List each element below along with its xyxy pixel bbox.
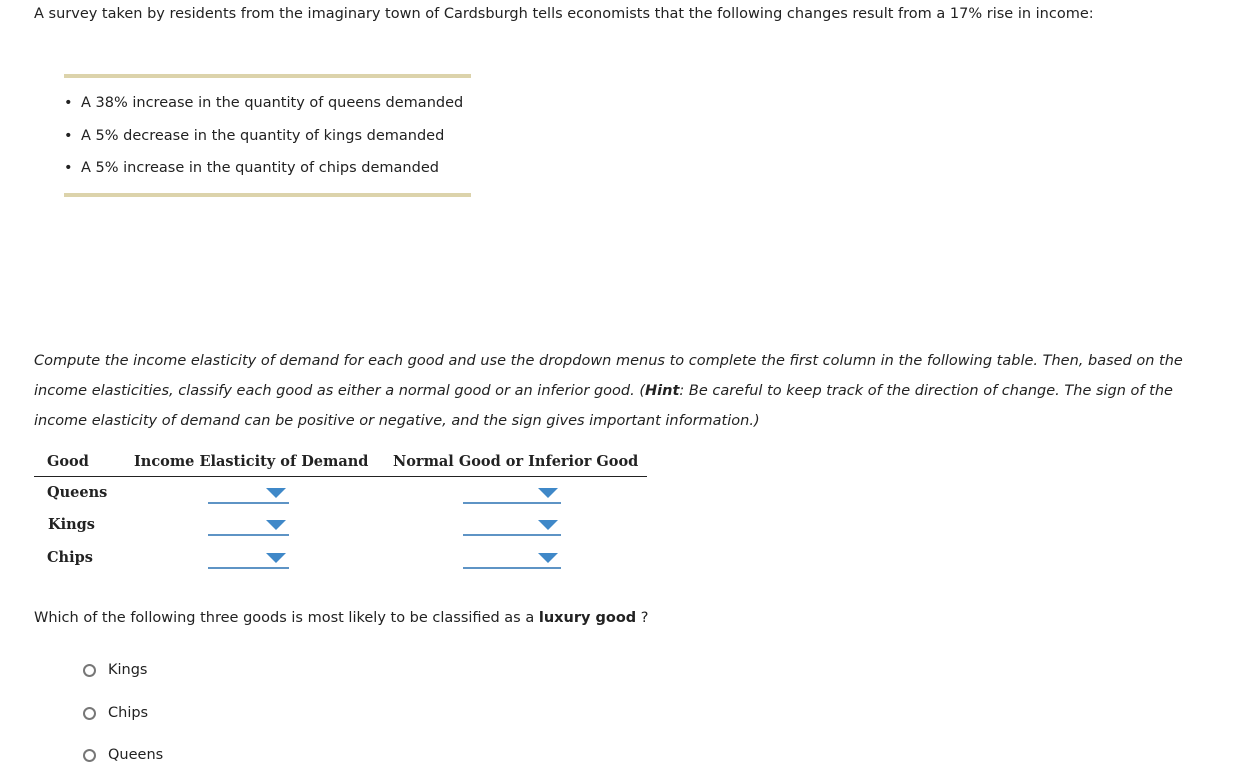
radio-button-icon[interactable] [83,664,96,677]
top-rule [64,74,471,78]
dropdown-arrow-icon [266,553,286,563]
bullet-list [64,74,471,198]
luxury-good-emphasis: luxury good [538,610,637,626]
classification-dropdown-kings[interactable] [463,514,561,536]
bullet-text: A 5% increase in the quantity of chips demanded [81,160,439,176]
elasticity-dropdown-queens[interactable] [208,482,289,504]
dropdown-arrow-icon [266,488,286,498]
radio-button-icon[interactable] [83,707,96,720]
option-queens[interactable] [83,745,163,765]
elasticity-dropdown-kings[interactable] [208,514,289,536]
row-good-kings: Kings [48,516,95,533]
classification-dropdown-chips[interactable] [463,547,561,569]
intro-text: A survey taken by residents from the imaginary town of Cardsburgh tells economists that the following changes result from a 17% rise in income: [34,6,1094,22]
option-label: Chips [108,705,149,721]
dropdown-arrow-icon [538,520,558,530]
radio-button-icon[interactable] [83,749,96,762]
bullet-item: • A 38% increase in the quantity of queens demanded [64,95,464,111]
header-classification: Normal Good or Inferior Good [393,453,639,470]
dropdown-arrow-icon [538,488,558,498]
bottom-rule [64,193,471,197]
elasticity-dropdown-chips[interactable] [208,547,289,569]
option-label: Queens [108,747,164,763]
bullet-text: A 5% decrease in the quantity of kings demanded [81,128,445,144]
option-kings[interactable] [83,660,148,680]
header-good: Good [47,453,89,470]
row-good-chips: Chips [47,549,93,566]
bullet-item: • A 5% increase in the quantity of chips demanded [64,160,439,176]
hint-label: Hint [645,383,680,399]
bullet-text: A 38% increase in the quantity of queens demanded [81,95,464,111]
table-header-divider [34,476,647,477]
option-label: Kings [108,662,148,678]
bullet-item: • A 5% decrease in the quantity of kings demanded [64,128,445,144]
option-chips[interactable] [83,703,148,723]
row-good-queens: Queens [47,484,108,501]
instructions: Compute the income elasticity of demand for each good and use the dropdown menus to complete the first column in the following table. Then, based on the income elasticities, classify each good as either a normal good or an inferior good. (Hint: Be careful to keep track of the direction of change. The sign of the income elasticity of demand can be positive or negative, and the sign gives important information.) [34,353,1183,429]
header-elasticity: Income Elasticity of Demand [134,453,369,470]
luxury-question: Which of the following three goods is most likely to be classified as a luxury good ? [34,610,649,626]
classification-dropdown-queens[interactable] [463,482,561,504]
dropdown-arrow-icon [266,520,286,530]
dropdown-arrow-icon [538,553,558,563]
